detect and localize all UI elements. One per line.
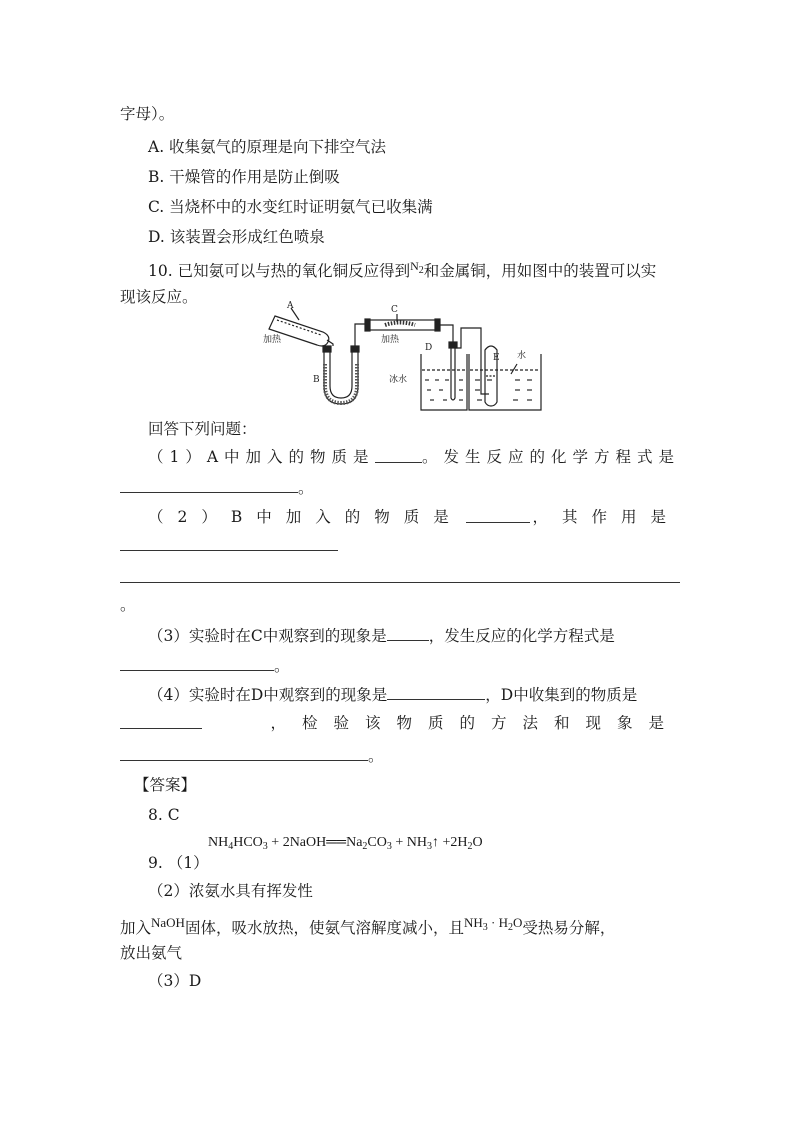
trough-e [469, 346, 541, 410]
eq-sub: 4 [228, 841, 234, 852]
s1-text-a: （1）A中加入的物质是 [148, 448, 375, 466]
f-part: · H [487, 915, 508, 930]
s4-text-a: （4）实验时在D中观察到的现象是 [148, 686, 388, 704]
q9-option-d: D. 该装置会形成红色喷泉 [148, 228, 325, 246]
s1-blank-1 [375, 446, 422, 463]
s3-text-a: （3）实验时在C中观察到的现象是 [148, 627, 387, 645]
u-tube-b [323, 346, 359, 404]
s1-end: 。 [298, 479, 314, 497]
eq-part: CO [367, 835, 387, 850]
s2-blank-3 [120, 582, 680, 583]
q10-s3-line1 [148, 624, 615, 647]
s3-blank-2 [120, 654, 274, 671]
label-e: E [493, 353, 500, 363]
s4-text-c: ，检验该物质的方法和现象是 [270, 714, 680, 732]
eq-sub: 3 [262, 841, 268, 852]
n2-subscript: 2 [418, 265, 424, 276]
q9-option-b: B. 干燥管的作用是防止倒吸 [148, 168, 340, 186]
nh3-h2o-formula [463, 915, 523, 933]
s2-blank-1 [466, 506, 530, 523]
s3-text-b: ，发生反应的化学方程式是 [428, 627, 615, 645]
q10-s1-line1 [148, 446, 680, 468]
a9-text: 受热易分解， [522, 919, 616, 937]
answer-9-4: 放出氨气 [120, 944, 183, 962]
s4-blank-2 [120, 712, 202, 729]
answer-9-3 [120, 912, 615, 939]
eq-part: HCO [233, 835, 263, 850]
a9-text: 固体，吸水放热，使氨气溶解度减小，且 [184, 919, 464, 937]
q10-intro-a: 10. 已知氨可以与热的氧化铜反应得到 [148, 262, 411, 280]
f-sub: 3 [482, 922, 488, 933]
label-d: D [425, 343, 433, 353]
s2-blank-2 [120, 550, 338, 551]
answer-9-2: （2）浓氨水具有挥发性 [148, 882, 313, 900]
q9-line0: 字母）。 [120, 105, 175, 123]
f-part: O [512, 915, 523, 930]
eq-part: O [472, 835, 483, 850]
apparatus-diagram [255, 298, 555, 416]
q9-option-c: C. 当烧杯中的水变红时证明氨气已收集满 [148, 198, 433, 216]
eq-part: + 2NaOH [267, 835, 327, 850]
s1-blank-2 [120, 476, 298, 493]
q9-option-a: A. 收集氨气的原理是向下排空气法 [148, 138, 387, 156]
answer-9-1: 9. （1） [148, 854, 209, 872]
label-heat-2: 加热 [381, 335, 400, 345]
q10-s1-line2 [120, 476, 314, 499]
tube-c-to-d [440, 325, 453, 342]
q10-s2-line1 [148, 506, 680, 528]
eq-part: + NH [391, 835, 427, 850]
q10-s4-line3 [120, 744, 384, 767]
answer-header: 【答案】 [134, 776, 197, 794]
label-water: 水 [517, 351, 527, 361]
n2-formula [410, 259, 424, 276]
eq-sub: 3 [386, 841, 392, 852]
q10-s4-line2 [120, 712, 680, 734]
eq-part: Na [346, 835, 363, 850]
q10-intro [148, 255, 656, 282]
a9-text: 加入 [120, 919, 152, 937]
label-ice-water: 冰水 [389, 375, 408, 385]
s4-blank-3 [120, 744, 368, 761]
equation-8 [208, 832, 483, 858]
s3-end: 。 [274, 657, 290, 675]
q10-s3-line2 [120, 654, 290, 677]
answer-8: 8. C [148, 806, 180, 824]
s1-text-b: 。发生反应的化学方程式是 [421, 448, 680, 466]
label-b: B [313, 375, 320, 385]
q10-intro-c: 现该反应。 [120, 288, 198, 306]
s2-text-a: （2）B中加入的物质是 [148, 508, 463, 526]
eq-part: ↑ +2H [432, 835, 468, 850]
f-part: NH [463, 915, 483, 930]
eq-part: NH [208, 835, 229, 850]
label-c: C [391, 305, 398, 315]
naoh-formula: NaOH [151, 915, 185, 930]
q10-intro-b: 和金属铜，用如图中的装置可以实 [423, 262, 657, 280]
s4-end: 。 [368, 747, 384, 765]
f-sub: 2 [507, 922, 513, 933]
q10-prompt: 回答下列问题： [148, 420, 257, 438]
s2-end: 。 [120, 596, 136, 614]
n2-symbol: N [410, 259, 419, 273]
label-a: A [287, 301, 294, 311]
s3-blank-1 [387, 624, 429, 641]
tube-d-to-e [455, 328, 489, 394]
eq-sub: 3 [427, 841, 432, 852]
eq-arrow: ══ [326, 835, 347, 850]
eq-sub: 2 [362, 841, 368, 852]
s4-text-b: ，D中收集到的物质是 [485, 686, 638, 704]
s2-text-b: ，其作用是 [532, 508, 680, 526]
s4-blank-1 [387, 683, 485, 700]
q10-s4-line1 [148, 683, 637, 706]
label-heat-1: 加热 [263, 335, 282, 345]
eq-sub: 2 [467, 841, 473, 852]
combustion-tube-c [365, 319, 440, 331]
answer-9-5: （3）D [148, 972, 202, 990]
